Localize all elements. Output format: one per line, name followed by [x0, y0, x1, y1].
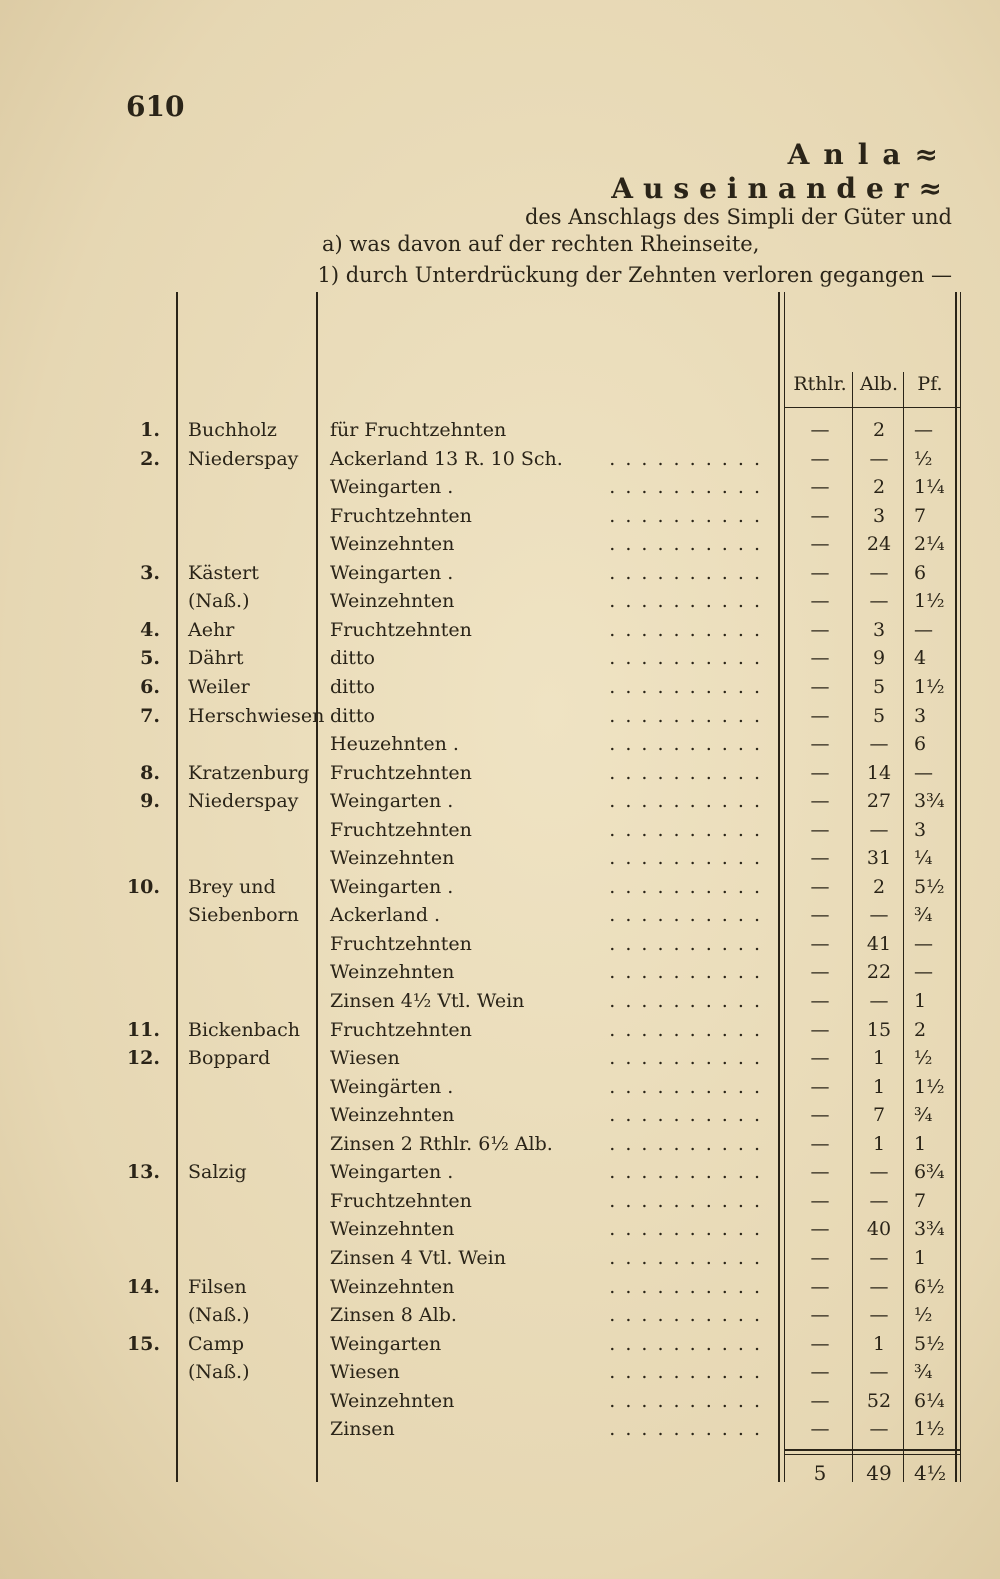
row-description: Zinsen [330, 1418, 395, 1441]
row-number: 9. [140, 790, 160, 813]
row-pf: — [914, 419, 933, 441]
row-number: 14. [126, 1275, 160, 1298]
row-rthlr: — [810, 904, 830, 927]
row-alb: 5 [872, 704, 886, 727]
row-alb: 1 [872, 1075, 886, 1098]
row-alb: 7 [872, 1104, 886, 1127]
row-description: Wiesen [330, 1361, 400, 1384]
row-pf: 2 [914, 1018, 927, 1041]
row-description: Weinzehnten [330, 1275, 455, 1298]
table-row [0, 930, 1000, 958]
row-alb: 2 [872, 419, 886, 441]
row-description: Weingarten . [330, 561, 454, 584]
table-row [0, 644, 1000, 672]
row-number: 8. [140, 761, 160, 784]
row-description: Zinsen 4 Vtl. Wein [330, 1246, 506, 1269]
table-row [0, 1358, 1000, 1386]
table-row [0, 473, 1000, 501]
row-place: Aehr [188, 618, 235, 641]
leader-dots: . . . . . . . . . . [609, 1218, 762, 1241]
row-alb: — [869, 818, 889, 841]
row-rthlr: — [810, 1275, 830, 1298]
row-alb: 2 [872, 875, 886, 898]
table-row [0, 559, 1000, 587]
table-row [0, 416, 1000, 444]
leader-dots: . . . . . . . . . . [609, 704, 762, 727]
row-rthlr: — [810, 704, 830, 727]
row-pf: ½ [914, 1304, 933, 1327]
row-alb: — [869, 1304, 889, 1327]
table-row [0, 1130, 1000, 1158]
leader-dots: . . . . . . . . . . [609, 647, 762, 670]
row-rthlr: — [810, 561, 830, 584]
leader-dots: . . . . . . . . . . [609, 1018, 762, 1041]
row-number: 3. [140, 561, 160, 584]
row-rthlr: — [810, 590, 830, 613]
row-alb: — [869, 1246, 889, 1269]
row-pf: 3¾ [914, 790, 945, 813]
row-description: Ackerland 13 R. 10 Sch. [330, 447, 563, 470]
row-alb: — [869, 904, 889, 927]
table-row [0, 502, 1000, 530]
row-rthlr: — [810, 1361, 830, 1384]
table-row [0, 730, 1000, 758]
table-row [0, 1158, 1000, 1186]
row-description: Weinzehnten [330, 590, 455, 613]
leader-dots: . . . . . . . . . . [609, 1246, 762, 1269]
leader-dots: . . . . . . . . . . [609, 818, 762, 841]
row-number: 5. [140, 647, 160, 670]
table-row [0, 1187, 1000, 1215]
leader-dots: . . . . . . . . . . [609, 476, 762, 499]
row-pf: 1¼ [914, 476, 945, 499]
row-alb: 15 [866, 1018, 892, 1041]
row-description: Zinsen 8 Alb. [330, 1304, 457, 1327]
row-alb: 1 [872, 1047, 886, 1070]
row-pf: 3 [914, 818, 927, 841]
row-place: Herschwiesen [188, 704, 325, 727]
row-pf: 6¾ [914, 1161, 945, 1184]
row-pf: 6 [914, 561, 927, 584]
row-alb: 40 [866, 1218, 892, 1241]
row-description: Weinzehnten [330, 1104, 455, 1127]
row-pf: 2¼ [914, 533, 945, 556]
row-place: Salzig [188, 1161, 247, 1184]
row-alb: 3 [872, 618, 886, 641]
row-description: Weingarten . [330, 875, 454, 898]
total-pf: 4½ [914, 1461, 947, 1485]
row-alb: 1 [872, 1332, 886, 1355]
column-header-rthlr: Rthlr. [793, 373, 847, 395]
table-row [0, 873, 1000, 901]
row-place: Boppard [188, 1047, 271, 1070]
table-row [0, 1101, 1000, 1129]
row-alb: 22 [866, 961, 892, 984]
row-pf: — [914, 961, 933, 984]
table-row [0, 702, 1000, 730]
table-row [0, 987, 1000, 1015]
leader-dots: . . . . . . . . . . [609, 1275, 762, 1298]
row-description: Weinzehnten [330, 1218, 455, 1241]
rule-total-1 [784, 1449, 960, 1451]
row-place: (Naß.) [188, 1361, 250, 1384]
leader-dots: . . . . . . . . . . [609, 961, 762, 984]
leader-dots: . . . . . . . . . . [609, 790, 762, 813]
table-row [0, 1244, 1000, 1272]
row-rthlr: — [810, 1047, 830, 1070]
row-description: Fruchtzehnten [330, 504, 472, 527]
row-description: ditto [330, 704, 375, 727]
row-place: Camp [188, 1332, 245, 1355]
row-pf: ¼ [914, 847, 933, 870]
leader-dots: . . . . . . . . . . [609, 733, 762, 756]
leader-dots: . . . . . . . . . . [609, 590, 762, 613]
row-rthlr: — [810, 847, 830, 870]
row-alb: 14 [866, 761, 892, 784]
table-row [0, 530, 1000, 558]
row-alb: 2 [872, 476, 886, 499]
row-place: Weiler [188, 675, 250, 698]
row-description: Fruchtzehnten [330, 618, 472, 641]
row-description: Fruchtzehnten [330, 1189, 472, 1212]
row-rthlr: — [810, 875, 830, 898]
table-row [0, 816, 1000, 844]
row-alb: — [869, 1418, 889, 1441]
row-rthlr: — [810, 961, 830, 984]
row-rthlr: — [810, 1189, 830, 1212]
row-alb: 1 [872, 1132, 886, 1155]
row-rthlr: — [810, 1132, 830, 1155]
table-row [0, 844, 1000, 872]
row-pf: 1 [914, 1132, 927, 1155]
table-row [0, 587, 1000, 615]
leader-dots: . . . . . . . . . . [609, 561, 762, 584]
row-rthlr: — [810, 419, 830, 441]
row-pf: 6 [914, 733, 927, 756]
row-description: für Fruchtzehnten [330, 419, 507, 441]
table-row [0, 1273, 1000, 1301]
row-description: Zinsen 2 Rthlr. 6½ Alb. [330, 1132, 553, 1155]
row-pf: 1 [914, 1246, 927, 1269]
row-rthlr: — [810, 1104, 830, 1127]
row-rthlr: — [810, 476, 830, 499]
row-rthlr: — [810, 932, 830, 955]
row-pf: 5½ [914, 1332, 945, 1355]
row-description: Weinzehnten [330, 847, 455, 870]
row-description: Fruchtzehnten [330, 932, 472, 955]
row-rthlr: — [810, 790, 830, 813]
row-number: 6. [140, 675, 160, 698]
leader-dots: . . . . . . . . . . [609, 504, 762, 527]
row-description: Heuzehnten . [330, 733, 459, 756]
leader-dots: . . . . . . . . . . [609, 932, 762, 955]
row-pf: — [914, 932, 933, 955]
leader-dots: . . . . . . . . . . [609, 533, 762, 556]
row-description: Fruchtzehnten [330, 1018, 472, 1041]
row-place: (Naß.) [188, 1304, 250, 1327]
row-alb: — [869, 1189, 889, 1212]
column-header-pf: Pf. [917, 373, 943, 395]
leader-dots: . . . . . . . . . . [609, 1189, 762, 1212]
leader-dots: . . . . . . . . . . [609, 990, 762, 1012]
rule-total-2 [784, 1454, 960, 1455]
row-number: 4. [140, 618, 160, 641]
heading-line-5: 1) durch Unterdrückung der Zehnten verloren gegangen — [317, 263, 952, 287]
heading-line-3: des Anschlags des Simpli der Güter und [524, 205, 952, 229]
row-place: (Naß.) [188, 590, 250, 613]
row-number: 15. [126, 1332, 160, 1355]
row-place: Bickenbach [188, 1018, 301, 1041]
row-pf: — [914, 618, 933, 641]
row-description: Fruchtzehnten [330, 761, 472, 784]
leader-dots: . . . . . . . . . . [609, 618, 762, 641]
leader-dots: . . . . . . . . . . [609, 1075, 762, 1098]
row-pf: ¾ [914, 904, 933, 927]
row-rthlr: — [810, 733, 830, 756]
row-alb: 24 [866, 533, 892, 556]
leader-dots: . . . . . . . . . . [609, 447, 762, 470]
table-row [0, 1073, 1000, 1101]
leader-dots: . . . . . . . . . . [609, 1389, 762, 1412]
row-rthlr: — [810, 618, 830, 641]
leader-dots: . . . . . . . . . . [609, 1304, 762, 1327]
row-alb: — [869, 1161, 889, 1184]
row-pf: 7 [914, 504, 927, 527]
leader-dots: . . . . . . . . . . [609, 875, 762, 898]
row-rthlr: — [810, 1389, 830, 1412]
page-number: 610 [126, 90, 185, 123]
row-alb: 5 [872, 675, 886, 698]
row-alb: 52 [866, 1389, 892, 1412]
row-rthlr: — [810, 647, 830, 670]
leader-dots: . . . . . . . . . . [609, 1161, 762, 1184]
row-rthlr: — [810, 1418, 830, 1441]
row-alb: 31 [866, 847, 892, 870]
row-description: Zinsen 4½ Vtl. Wein [330, 990, 525, 1012]
row-alb: 9 [872, 647, 886, 670]
row-rthlr: — [810, 1304, 830, 1327]
table-row [0, 958, 1000, 986]
row-alb: — [869, 990, 889, 1012]
leader-dots: . . . . . . . . . . [609, 1361, 762, 1384]
heading-line-4: a) was davon auf der rechten Rheinseite, [322, 232, 760, 256]
row-number: 7. [140, 704, 160, 727]
row-number: 13. [126, 1161, 160, 1184]
leader-dots: . . . . . . . . . . [609, 904, 762, 927]
row-rthlr: — [810, 990, 830, 1012]
column-header-alb: Alb. [860, 373, 898, 395]
row-pf: — [914, 761, 933, 784]
row-rthlr: — [810, 447, 830, 470]
table-row [0, 1016, 1000, 1044]
heading-line-1: Anla≈ [787, 138, 952, 171]
row-rthlr: — [810, 818, 830, 841]
row-description: Weingarten . [330, 476, 454, 499]
row-rthlr: — [810, 504, 830, 527]
table-row [0, 1330, 1000, 1358]
row-place: Filsen [188, 1275, 247, 1298]
row-rthlr: — [810, 1246, 830, 1269]
row-number: 1. [140, 419, 160, 441]
leader-dots: . . . . . . . . . . [609, 1047, 762, 1070]
row-alb: — [869, 733, 889, 756]
row-pf: ½ [914, 447, 933, 470]
row-alb: — [869, 590, 889, 613]
row-place: Siebenborn [188, 904, 299, 927]
table-row [0, 1215, 1000, 1243]
row-pf: ¾ [914, 1104, 933, 1127]
row-description: Weingarten . [330, 790, 454, 813]
total-rthlr: 5 [813, 1461, 827, 1485]
row-alb: — [869, 561, 889, 584]
row-number: 11. [126, 1018, 160, 1041]
row-pf: 5½ [914, 875, 945, 898]
row-pf: ½ [914, 1047, 933, 1070]
row-place: Dährt [188, 647, 244, 670]
row-description: Weingarten . [330, 1161, 454, 1184]
row-rthlr: — [810, 1018, 830, 1041]
row-alb: 3 [872, 504, 886, 527]
row-description: Wiesen [330, 1047, 400, 1070]
row-pf: 6¼ [914, 1389, 945, 1412]
heading-line-2: Auseinander≈ [611, 172, 952, 205]
row-pf: 7 [914, 1189, 927, 1212]
row-rthlr: — [810, 761, 830, 784]
table-row [0, 787, 1000, 815]
table-row [0, 759, 1000, 787]
row-rthlr: — [810, 1332, 830, 1355]
row-description: ditto [330, 675, 375, 698]
row-alb: 27 [866, 790, 892, 813]
row-pf: 4 [914, 647, 927, 670]
leader-dots: . . . . . . . . . . [609, 761, 762, 784]
row-pf: 3 [914, 704, 927, 727]
table-row [0, 445, 1000, 473]
row-place: Niederspay [188, 790, 299, 813]
row-description: Weinzehnten [330, 961, 455, 984]
table-row [0, 616, 1000, 644]
row-description: Fruchtzehnten [330, 818, 472, 841]
table-row [0, 1387, 1000, 1415]
row-place: Kästert [188, 561, 259, 584]
row-description: Weinzehnten [330, 1389, 455, 1412]
row-place: Kratzenburg [188, 761, 310, 784]
row-rthlr: — [810, 1218, 830, 1241]
row-alb: — [869, 1361, 889, 1384]
total-alb: 49 [866, 1461, 892, 1485]
table-row [0, 1301, 1000, 1329]
table-row [0, 673, 1000, 701]
row-description: Weinzehnten [330, 533, 455, 556]
row-rthlr: — [810, 533, 830, 556]
table-row [0, 1044, 1000, 1072]
rule-column-header [784, 407, 960, 408]
row-pf: 3¾ [914, 1218, 945, 1241]
row-number: 2. [140, 447, 160, 470]
leader-dots: . . . . . . . . . . [609, 675, 762, 698]
leader-dots: . . . . . . . . . . [609, 1132, 762, 1155]
table-row [0, 1415, 1000, 1443]
row-alb: — [869, 447, 889, 470]
row-pf: 1½ [914, 1075, 945, 1098]
row-pf: ¾ [914, 1361, 933, 1384]
row-pf: 1 [914, 990, 927, 1012]
row-pf: 1½ [914, 1418, 945, 1441]
row-rthlr: — [810, 675, 830, 698]
row-alb: — [869, 1275, 889, 1298]
leader-dots: . . . . . . . . . . [609, 847, 762, 870]
row-number: 12. [126, 1047, 160, 1070]
leader-dots: . . . . . . . . . . [609, 1418, 762, 1441]
row-description: ditto [330, 647, 375, 670]
row-number: 10. [126, 875, 160, 898]
leader-dots: . . . . . . . . . . [609, 1104, 762, 1127]
row-rthlr: — [810, 1161, 830, 1184]
row-pf: 1½ [914, 675, 945, 698]
row-pf: 1½ [914, 590, 945, 613]
row-alb: 41 [866, 932, 892, 955]
row-place: Buchholz [188, 419, 277, 441]
leader-dots: . . . . . . . . . . [609, 1332, 762, 1355]
row-description: Weingarten [330, 1332, 442, 1355]
row-place: Brey und [188, 875, 276, 898]
row-place: Niederspay [188, 447, 299, 470]
row-pf: 6½ [914, 1275, 945, 1298]
row-description: Weingärten . [330, 1075, 454, 1098]
table-row [0, 901, 1000, 929]
row-rthlr: — [810, 1075, 830, 1098]
row-description: Ackerland . [330, 904, 441, 927]
